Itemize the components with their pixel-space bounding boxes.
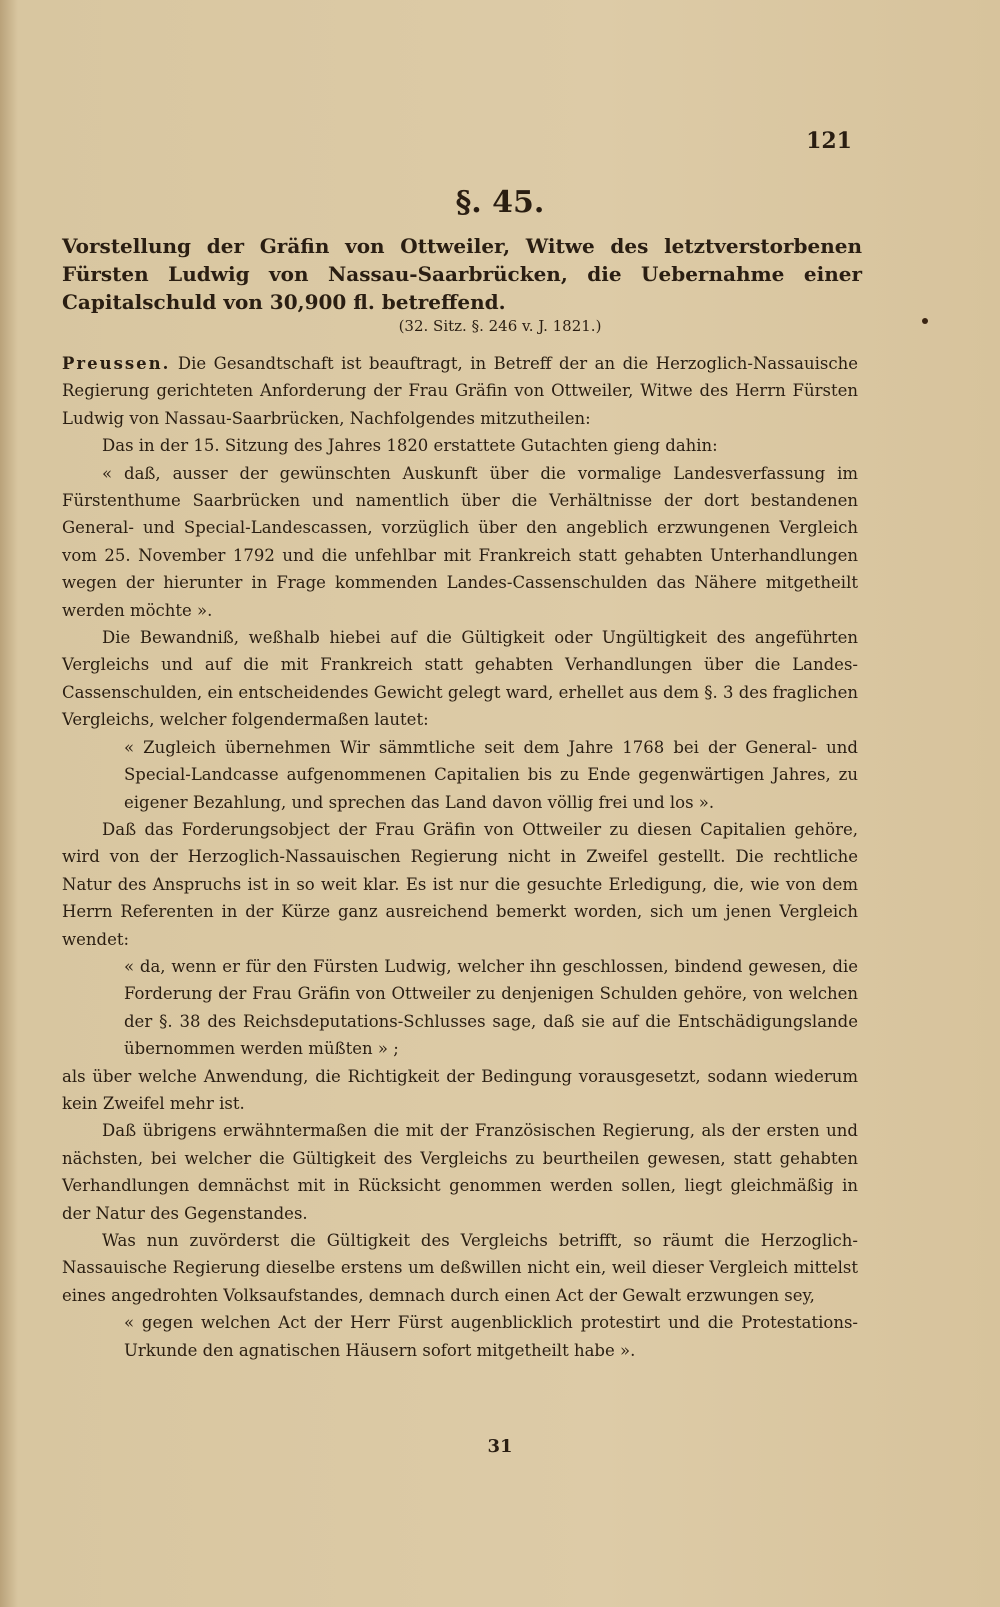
quote-paragraph: « daß, ausser der gewünschten Auskunft über die vormalige Landesverfassung im Fürstenthume Saarbrücken und namentlich über die Verhältnisse der dort bestandenen General- und Special-Landescassen, vorzüglich über den angeblich erzwungenen Vergleich vom 25. November 1792 und die unfehlbar mit Frankreich statt gehabten Unterhandlungen wegen der hierunter in Frage kommenden Landes-Cassenschulden das Nähere mitgetheilt werden möchte ». <box>62 463 858 620</box>
quote-paragraph: « Zugleich übernehmen Wir sämmtliche seit dem Jahre 1768 bei der General- und Special-Landcasse aufgenommenen Capitalien bis zu Ende gegenwärtigen Jahres, zu eigener Bezahlung, und sprechen das Land davon völlig frei und los ». <box>124 737 858 812</box>
paragraph <box>62 350 858 432</box>
paragraph-text: Die Gesandtschaft ist beauftragt, in Betreff der an die Herzoglich-Nassauische Regierung gerichteten Anforderung der Frau Gräfin von Ottweiler, Witwe des Herrn Fürsten Ludwig von Nassau-Saarbrücken, Nachfolgendes mitzutheilen: <box>62 354 858 428</box>
quote-paragraph: « gegen welchen Act der Herr Fürst augenblicklich protestirt und die Protestations-Urkunde den agnatischen Häusern sofort mitgetheilt habe ». <box>124 1313 858 1360</box>
paragraph: Daß das Forderungsobject der Frau Gräfin von Ottweiler zu diesen Capitalien gehöre, wird von der Herzoglich-Nassauischen Regierung nicht in Zweifel gestellt. Die rechtliche Natur des Anspruchs ist in so weit klar. Es ist nur die gesuchte Erledigung, die, wie von dem Herrn Referenten in der Kürze ganz ausreichend bemerkt worden, sich um jenen Vergleich wendet: <box>62 819 858 949</box>
paragraph: Das in der 15. Sitzung des Jahres 1820 erstattete Gutachten gieng dahin: <box>102 436 718 456</box>
quote-paragraph: « da, wenn er für den Fürsten Ludwig, welcher ihn geschlossen, bindend gewesen, die Forderung der Frau Gräfin von Ottweiler zu denjenigen Schulden gehöre, von welchen der §. 38 des Reichsdeputations-Schlusses sage, daß sie auf die Entschädigungslande übernommen werden müßten » ; <box>124 956 858 1059</box>
page-number: 121 <box>806 128 852 154</box>
section-heading: Vorstellung der Gräfin von Ottweiler, Witwe des letztverstorbenen Fürsten Ludwig von Nassau-Saarbrücken, die Uebernahme einer Capitalschuld von 30,900 fl. betreffend. <box>62 234 862 314</box>
paragraph: Daß übrigens erwähntermaßen die mit der Französischen Regierung, als der ersten und nächsten, bei welcher die Gültigkeit des Vergleichs zu beurtheilen gewesen, statt gehabten Verhandlungen demnächst mit in Rücksicht genommen werden sollen, liegt gleichmäßig in der Natur des Gegenstandes. <box>62 1121 858 1223</box>
signature-mark: 31 <box>487 1436 513 1457</box>
citation: (32. Sitz. §. 246 v. J. 1821.) <box>398 317 602 335</box>
state-lead: Preussen. <box>62 354 171 373</box>
section-title: §. 45. <box>455 185 545 220</box>
paragraph: als über welche Anwendung, die Richtigkeit der Bedingung vorausgesetzt, sodann wiederum kein Zweifel mehr ist. <box>62 1066 858 1113</box>
paragraph: Die Bewandniß, weßhalb hiebei auf die Gültigkeit oder Ungültigkeit des angeführten Vergleichs und auf die mit Frankreich statt gehabten Verhandlungen über die Landes-Cassenschulden, ein entscheidendes Gewicht gelegt ward, erhellet aus dem §. 3 des fraglichen Vergleichs, welcher folgendermaßen lautet: <box>62 628 858 730</box>
body-text <box>62 350 858 1364</box>
paragraph: Was nun zuvörderst die Gültigkeit des Vergleichs betrifft, so räumt die Herzoglich-Nassauische Regierung dieselbe erstens um deßwillen nicht ein, weil dieser Vergleich mittelst eines angedrohten Volksaufstandes, demnach durch einen Act der Gewalt erzwungen sey, <box>62 1231 858 1305</box>
